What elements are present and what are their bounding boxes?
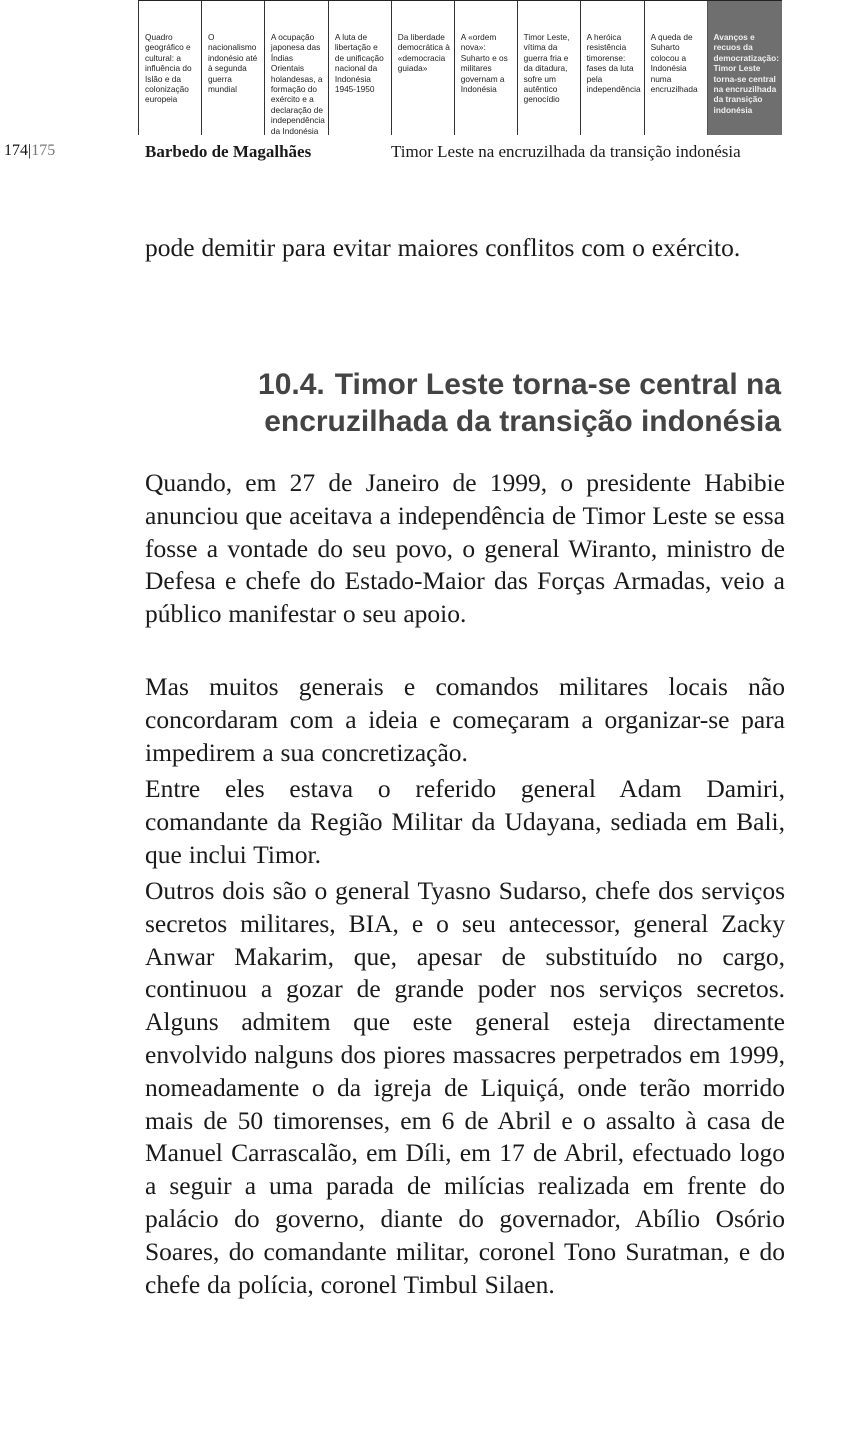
timeline-cell-current-chapter: Avanços e recuos da democratização: Timor Leste torna-se central na encruzilhada da transição indonésia xyxy=(707,1,782,135)
body-paragraph: Outros dois são o general Tyasno Sudarso, chefe dos serviços secretos militares, BIA, e o seu antecessor, general Zacky Anwar Makarim, que, apesar de substituído no cargo, continuou a gozar de grande poder nos serviços secretos. Alguns admitem que este general esteja directamente envolvido nalguns dos piores massacres perpetrados em 1999, nomeadamente o da igreja de Liquiçá, onde terão morrido mais de 50 timorenses, em 6 de Abril e o assalto à casa de Manuel Carrascalão, em Díli, em 17 de Abril, efectuado logo a seguir a uma parada de milícias realizada em frente do palácio do governo, diante do governador, Abílio Osório Soares, do comandante militar, coronel Tono Suratman, e do chefe da polícia, coronel Timbul Silaen. xyxy=(145,876,785,1299)
body-paragraph: Mas muitos generais e comandos militares locais não concordaram com a ideia e começaram a organizar-se para impedirem a sua concretização. xyxy=(145,672,785,767)
timeline-cell: Da liberdade democrática à «democracia guiada» xyxy=(391,1,454,135)
timeline-cell: Timor Leste, vítima da guerra fria e da ditadura, sofre um autêntico genocídio xyxy=(517,1,580,135)
running-header-title: Timor Leste na encruzilhada da transição indonésia xyxy=(391,142,741,161)
timeline-cell: O nacionalismo indonésio até à segunda guerra mundial xyxy=(201,1,264,135)
page-number-current: 174 xyxy=(4,142,28,159)
timeline-cell: A queda de Suharto colocou a Indonésia numa encruzilhada xyxy=(644,1,707,135)
timeline-cell: A heróica resistência timorense: fases da luta pela independência xyxy=(580,1,644,135)
section-number: 10.4. xyxy=(258,368,325,401)
timeline-cell: A luta de libertação e de unificação nacional da Indonésia 1945-1950 xyxy=(328,1,391,135)
running-header-author: Barbedo de Magalhães xyxy=(145,142,312,161)
section-title-line2: encruzilhada da transição indonésia xyxy=(264,405,781,438)
page-number-separator: | xyxy=(28,142,32,159)
section-heading xyxy=(145,366,781,440)
timeline-cell: A ocupação japonesa das Índias Orientais holandesas, a formação do exército e a declaração de independência da Indonésia xyxy=(264,1,328,135)
body-paragraph: Entre eles estava o referido general Adam Damiri, comandante da Região Militar da Udayana, sediada em Bali, que inclui Timor. xyxy=(145,774,785,869)
page-numbers xyxy=(4,142,55,160)
section-title-line1: Timor Leste torna-se central na xyxy=(334,368,781,401)
timeline-cell: Quadro geográfico e cultural: a influência do Islão e da colonização europeia xyxy=(138,1,201,135)
chapter-timeline-strip xyxy=(138,0,782,135)
body-paragraph: Quando, em 27 de Janeiro de 1999, o presidente Habibie anunciou que aceitava a independência de Timor Leste se essa fosse a vontade do seu povo, o general Wiranto, ministro de Defesa e chefe do Estado-Maior das Forças Armadas, veio a público manifestar o seu apoio. xyxy=(145,468,785,629)
intro-paragraph: pode demitir para evitar maiores conflitos com o exército. xyxy=(145,233,741,262)
timeline-cell: A «ordem nova»: Suharto e os militares governam a Indonésia xyxy=(454,1,517,135)
page-number-facing: 175 xyxy=(31,142,56,159)
